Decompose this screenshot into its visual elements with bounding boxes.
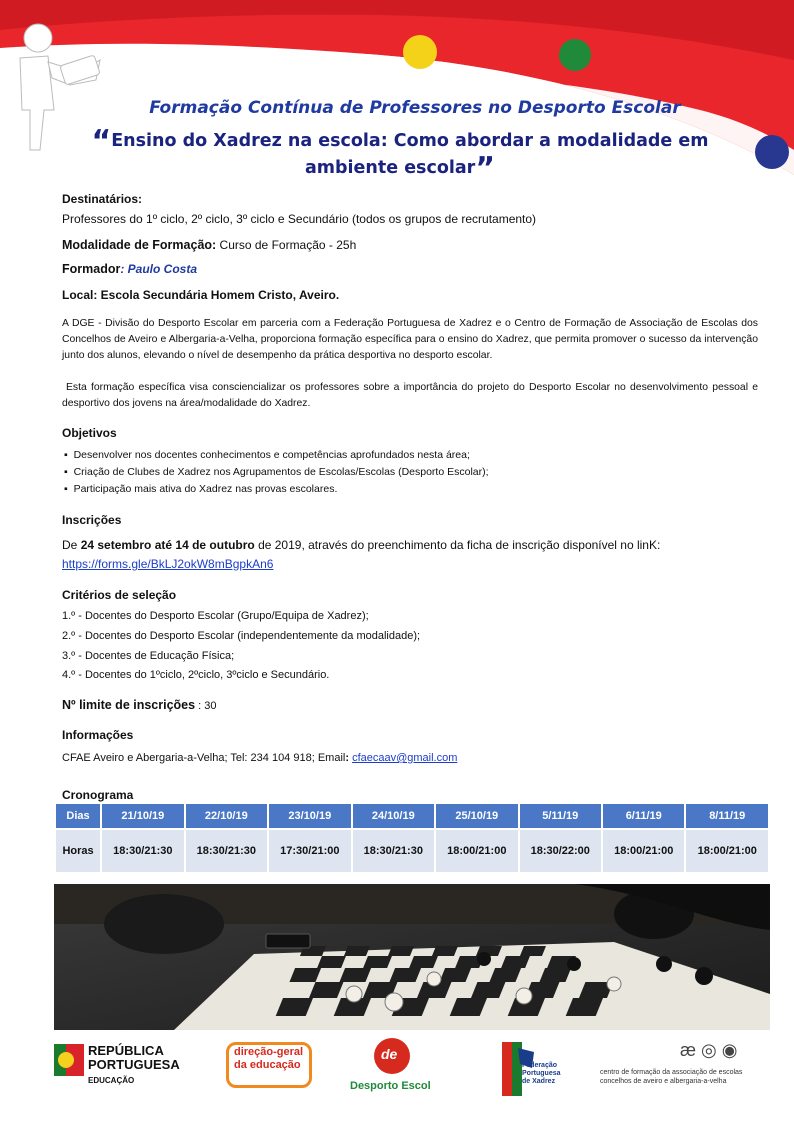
criterios-heading: Critérios de seleção — [62, 588, 177, 602]
inscricoes-dates: 24 setembro até 14 de outubro — [80, 538, 255, 552]
desporto-monogram-icon: de — [381, 1046, 398, 1062]
inscricoes-pre: De — [62, 538, 81, 552]
row-label-horas: Horas — [56, 830, 100, 872]
objetivos-heading: Objetivos — [62, 426, 117, 440]
navy-dot — [755, 135, 789, 169]
limite-label: Nº limite de inscrições — [62, 698, 196, 712]
inscricoes-link[interactable]: https://forms.gle/BkLJ2okW8mBgpkAn6 — [62, 557, 274, 571]
cfae-text-2: concelhos de aveiro e albergaria-a-velha — [600, 1078, 727, 1085]
criterio-3: 3.º - Docentes de Educação Física; — [62, 650, 235, 662]
list-item: ▪ Criação de Clubes de Xadrez nos Agrupamentos de Escolas/Escolas (Desporto Escolar); — [64, 466, 489, 478]
formador-value: : Paulo Costa — [120, 262, 198, 276]
title-line1: Ensino do Xadrez na escola: Como abordar a modalidade em — [111, 131, 709, 151]
informacoes-heading: Informações — [62, 728, 134, 742]
list-item: ▪ Participação mais ativa do Xadrez nas provas escolares. — [64, 483, 338, 495]
cfae-text-1: centro de formação da associação de escolas — [600, 1069, 743, 1076]
dia-cell: 24/10/19 — [353, 804, 434, 828]
formador-label: Formador — [62, 262, 121, 276]
dge-text-2: da educação — [234, 1059, 301, 1071]
email-link[interactable]: cfaecaav@gmail.com — [352, 752, 458, 764]
fpx-logo — [498, 1036, 578, 1108]
hora-cell: 18:00/21:00 — [436, 830, 517, 872]
cfae-emblem-icon: æ ◎ ◉ — [680, 1040, 738, 1060]
yellow-dot — [403, 35, 437, 69]
dia-cell: 25/10/19 — [436, 804, 517, 828]
criterio-4: 4.º - Docentes do 1ºciclo, 2ºciclo, 3ºciclo e Secundário. — [62, 669, 330, 681]
destinatarios-value: Professores do 1º ciclo, 2º ciclo, 3º ciclo e Secundário (todos os grupos de recrutamento) — [62, 212, 537, 226]
objetivo-3: Participação mais ativa do Xadrez nas provas escolares. — [73, 483, 338, 495]
subtitle: Formação Contínua de Professores no Desporto Escolar — [149, 98, 681, 118]
inscricoes-post: de 2019, através do preenchimento da ficha de inscrição disponível no linK: — [254, 538, 661, 552]
cronograma-table — [54, 802, 770, 874]
intro-paragraph-2: Esta formação específica visa consciencializar os professores sobre a importância do projeto do Desporto Escolar no desenvolvimento pessoal e desportivo dos jovens na área/modalidade do Xadrez. — [62, 382, 758, 409]
hora-cell: 18:30/21:30 — [186, 830, 267, 872]
educacao-text: EDUCAÇÃO — [88, 1076, 135, 1085]
republica-text-1: REPÚBLICA — [88, 1043, 164, 1058]
intro-paragraph-1: A DGE - Divisão do Desporto Escolar em parceria com a Federação Portuguesa de Xadrez e o Centro de Formação de Associação de Escolas dos Concelhos de Aveiro e Albergaria-a-Velha, proporciona formação específica para o ensino do Xadrez, que permita promover o sucesso da intervenção junto dos alunos, elevando o nível de desempenho da prática desportiva no desporto escolar. — [62, 318, 758, 361]
fpx-text-2: Portuguesa — [522, 1070, 561, 1077]
cronograma-heading: Cronograma — [62, 788, 134, 802]
hora-cell: 18:00/21:00 — [686, 830, 768, 872]
informacoes-line — [62, 752, 457, 764]
fpx-text-3: de Xadrez — [522, 1078, 556, 1085]
dia-cell: 23/10/19 — [269, 804, 350, 828]
dia-cell: 5/11/19 — [520, 804, 601, 828]
dia-cell: 22/10/19 — [186, 804, 267, 828]
republica-portuguesa-logo — [54, 1036, 184, 1108]
chess-photo — [54, 884, 770, 1030]
close-quote: ” — [475, 151, 496, 186]
modalidade-label: Modalidade de Formação: — [62, 238, 217, 252]
open-quote: “ — [91, 124, 112, 159]
dia-cell: 8/11/19 — [686, 804, 768, 828]
informacoes-text: CFAE Aveiro e Abergaria-a-Velha; Tel: 234 104 918; Email — [62, 752, 346, 764]
hora-cell: 18:30/21:30 — [353, 830, 434, 872]
list-item: ▪ Desenvolver nos docentes conhecimentos e competências aprofundados nesta área; — [64, 449, 470, 461]
fpx-text-1: Federação — [522, 1062, 558, 1069]
objetivo-1: Desenvolver nos docentes conhecimentos e competências aprofundados nesta área; — [73, 449, 470, 461]
hora-cell: 18:30/22:00 — [520, 830, 601, 872]
modalidade-line — [62, 238, 356, 252]
limite-value: : 30 — [195, 700, 217, 712]
criterio-1: 1.º - Docentes do Desporto Escolar (Grupo/Equipa de Xadrez); — [62, 610, 369, 622]
criterio-2: 2.º - Docentes do Desporto Escolar (independentemente da modalidade); — [62, 630, 421, 642]
desporto-escolar-logo — [350, 1036, 440, 1108]
limite-line — [62, 698, 217, 712]
republica-text-2: PORTUGUESA — [88, 1057, 180, 1072]
title-line2: ambiente escolar — [304, 158, 476, 178]
inscricoes-text — [62, 536, 758, 574]
desporto-text: Desporto Escol — [350, 1080, 431, 1092]
green-dot — [559, 39, 591, 71]
hora-cell: 18:00/21:00 — [603, 830, 684, 872]
dge-logo — [226, 1036, 326, 1108]
inscricoes-heading: Inscrições — [62, 513, 122, 527]
row-label-dias: Dias — [56, 804, 100, 828]
local-line: Local: Escola Secundária Homem Cristo, Aveiro. — [62, 288, 340, 302]
page-title — [60, 124, 740, 186]
table-row — [56, 830, 768, 872]
dia-cell: 6/11/19 — [603, 804, 684, 828]
modalidade-value: Curso de Formação - 25h — [216, 238, 357, 252]
formador-line — [62, 262, 197, 276]
destinatarios-label: Destinatários: — [62, 192, 143, 206]
table-row — [56, 804, 768, 828]
dge-text-1: direção-geral — [234, 1046, 304, 1058]
hora-cell: 18:30/21:30 — [102, 830, 183, 872]
cfae-logo — [600, 1036, 770, 1108]
hora-cell: 17:30/21:00 — [269, 830, 350, 872]
dia-cell: 21/10/19 — [102, 804, 183, 828]
objetivo-2: Criação de Clubes de Xadrez nos Agrupamentos de Escolas/Escolas (Desporto Escolar); — [73, 466, 489, 478]
informacoes-sep: : — [345, 752, 353, 764]
